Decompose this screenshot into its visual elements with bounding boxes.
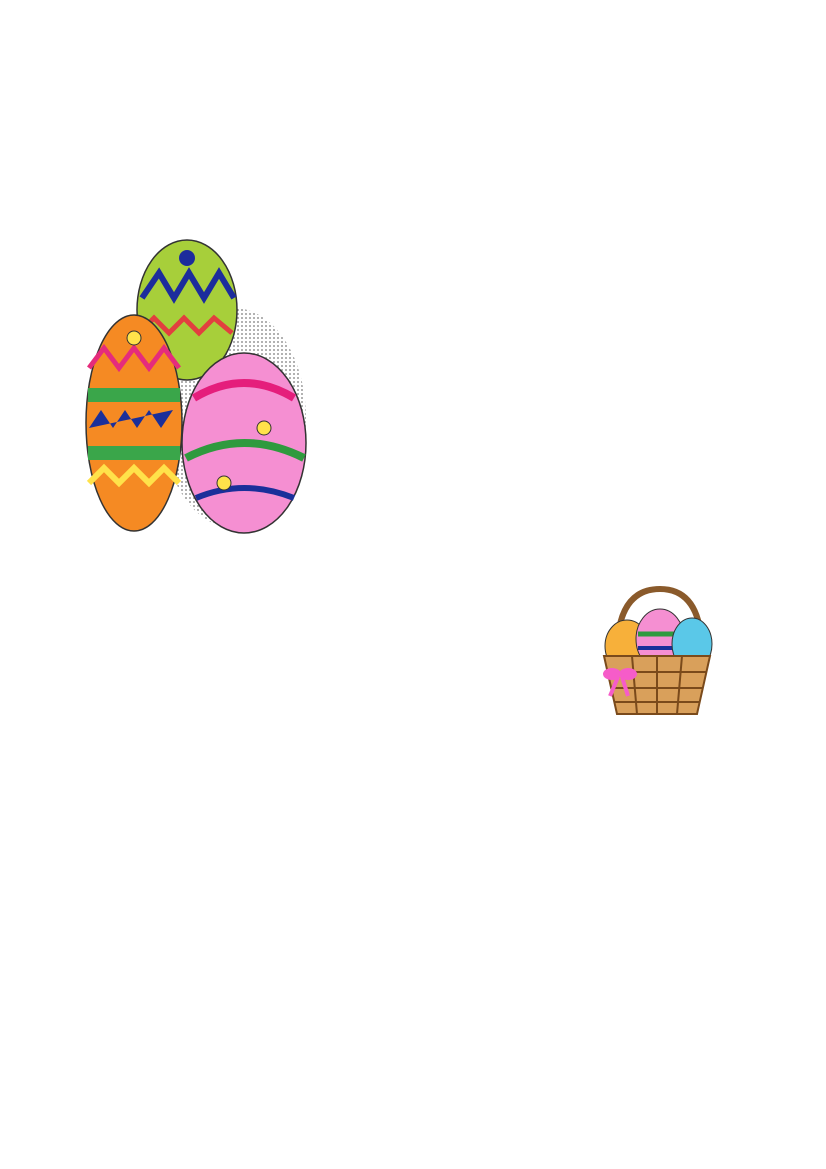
easter-eggs-illustration [84, 228, 310, 548]
border-right [748, 70, 796, 1070]
passage-line [290, 526, 726, 552]
border-left [30, 70, 78, 1070]
passage-line [99, 553, 726, 579]
passage-line [317, 473, 726, 499]
passage-line [315, 393, 726, 419]
border-bottom [30, 1090, 796, 1138]
passage-line [317, 446, 726, 472]
passage-line [273, 286, 726, 312]
passage-line [305, 366, 726, 392]
passage-line [308, 499, 726, 525]
passage-line [99, 180, 726, 206]
passage-line [317, 419, 726, 445]
passage-line [292, 339, 726, 365]
border-top [30, 26, 796, 74]
passage-line [289, 313, 726, 339]
easter-basket-illustration [592, 584, 722, 720]
passage-line [250, 259, 726, 285]
passage-line [99, 153, 726, 179]
